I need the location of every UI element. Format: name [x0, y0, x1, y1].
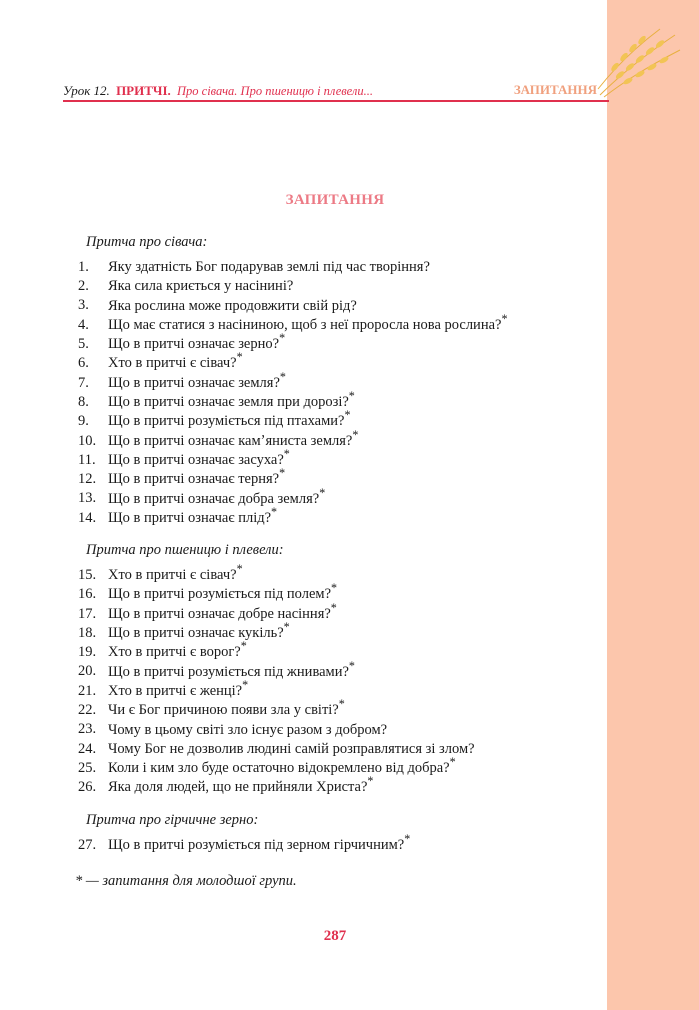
question-item: [78, 387, 598, 410]
question-text: Що в притчі означає камʼяниста земля?: [108, 432, 353, 449]
question-item: [78, 484, 598, 507]
section-title: Притча про гірчичне зерно:: [86, 811, 259, 828]
question-number: 15.: [78, 566, 97, 583]
question-mark: *: [271, 504, 278, 519]
side-color-band: [607, 0, 699, 1010]
question-mark: *: [330, 600, 337, 615]
question-number: 13.: [78, 490, 97, 507]
footnote: * — запитання для молодшої групи.: [75, 873, 297, 889]
question-number: 5.: [78, 336, 89, 353]
question-mark: *: [404, 831, 411, 846]
question-item: [78, 715, 598, 738]
header-title: ПРИТЧІ.: [116, 83, 171, 98]
question-number: 18.: [78, 624, 97, 641]
question-text: Яку здатність Бог подарував землі під час творіння?: [108, 258, 430, 275]
question-item: [78, 406, 598, 430]
question-item: [78, 753, 598, 776]
question-text: Що в притчі розуміється під птахами?: [108, 413, 345, 430]
question-text: Що в притчі означає зерно?: [108, 336, 280, 353]
question-mark: *: [240, 639, 247, 654]
question-item: [78, 579, 598, 603]
question-item: [78, 329, 598, 353]
question-number: 17.: [78, 605, 97, 622]
question-text: Яка доля людей, що не прийняли Христа?: [108, 779, 368, 796]
header-rule: [63, 100, 609, 102]
question-mark: *: [344, 408, 351, 423]
question-mark: *: [367, 774, 374, 789]
question-item: [78, 426, 598, 449]
question-text: Яка сила криється у насінині?: [108, 278, 294, 295]
section-title: Притча про сівача:: [86, 234, 208, 250]
question-text: Що в притчі розуміється під полем?: [108, 586, 332, 603]
question-item: [78, 734, 598, 757]
question-text: Що має статися з насіниною, щоб з неї проросла нова рослина?: [108, 316, 502, 333]
question-text: Що в притчі розуміється під жнивами?: [108, 663, 349, 680]
question-number: 22.: [78, 702, 97, 719]
question-item: [78, 445, 598, 468]
question-number: 21.: [78, 682, 97, 699]
question-mark: *: [242, 677, 249, 692]
page-title: ЗАПИТАННЯ: [285, 192, 385, 208]
question-number: 12.: [78, 471, 97, 488]
header-lesson: Урок 12.: [63, 83, 110, 98]
question-item: [78, 830, 598, 853]
question-number: 16.: [78, 586, 97, 603]
question-item: [78, 657, 598, 680]
question-number: 14.: [78, 509, 97, 526]
question-number: 7.: [78, 374, 89, 391]
question-text: Коли і ким зло буде остаточно відокремлено від добра?: [108, 759, 450, 776]
question-number: 2.: [78, 278, 89, 295]
question-number: 19.: [78, 644, 97, 661]
question-mark: *: [236, 350, 243, 365]
question-item: [78, 348, 598, 372]
question-text: Хто в притчі є ворог?: [108, 644, 241, 661]
question-number: 10.: [78, 432, 97, 449]
question-text: Що в притчі означає плід?: [108, 509, 272, 526]
question-mark: *: [331, 581, 338, 596]
question-mark: *: [338, 697, 345, 712]
question-mark: *: [348, 389, 355, 404]
question-mark: *: [279, 369, 286, 384]
question-text: Що в притчі означає засуха?: [108, 451, 284, 468]
question-text: Чи є Бог причиною появи зла у світі?: [108, 702, 339, 719]
question-text: Що в притчі розуміється під зерном гірчичним?: [108, 836, 405, 853]
question-item: [78, 368, 598, 391]
question-item: [78, 252, 598, 275]
question-number: 26.: [78, 779, 97, 796]
question-number: 25.: [78, 759, 97, 776]
question-mark: *: [501, 311, 508, 326]
question-number: 23.: [78, 721, 97, 738]
question-mark: *: [319, 485, 326, 500]
question-number: 8.: [78, 393, 89, 410]
question-mark: *: [449, 755, 456, 770]
question-number: 3.: [78, 297, 89, 314]
question-item: [78, 464, 598, 488]
question-item: [78, 676, 598, 699]
header-left: [63, 83, 373, 99]
header-subtitle: Про сівача. Про пшеницю і плевели...: [177, 84, 373, 98]
question-text: Що в притчі означає кукіль?: [108, 624, 284, 641]
question-item: [78, 772, 598, 796]
questions-list: [78, 232, 598, 853]
question-text: Що в притчі означає земля при дорозі?: [108, 393, 349, 410]
question-item: [78, 271, 598, 295]
header-section: ЗАПИТАННЯ: [513, 82, 597, 97]
question-mark: *: [283, 446, 290, 461]
question-text: Що в притчі означає земля?: [108, 374, 280, 391]
question-number: 24.: [78, 740, 97, 757]
question-number: 9.: [78, 413, 89, 430]
question-mark: *: [283, 620, 290, 635]
question-number: 27.: [78, 836, 97, 853]
question-text: Що в притчі означає добра земля?: [108, 490, 320, 507]
question-mark: *: [352, 427, 359, 442]
question-item: [78, 599, 598, 622]
question-text: Хто в притчі є женці?: [108, 682, 243, 699]
question-item: [78, 695, 598, 719]
question-item: [78, 560, 598, 583]
page-number: 287: [323, 928, 347, 944]
question-mark: *: [279, 331, 286, 346]
question-item: [78, 291, 598, 314]
question-number: 1.: [78, 258, 89, 275]
question-item: [78, 310, 598, 333]
question-text: Хто в притчі є сівач?: [108, 566, 237, 583]
section-title: Притча про пшеницю і плевели:: [86, 542, 284, 559]
question-text: Чому в цьому світі зло існує разом з добром?: [108, 721, 388, 738]
question-mark: *: [236, 562, 243, 577]
question-item: [78, 618, 598, 641]
question-number: 20.: [78, 663, 97, 680]
running-header: [63, 80, 607, 102]
question-number: 6.: [78, 355, 89, 372]
question-item: [78, 637, 598, 661]
question-item: [78, 503, 598, 526]
question-mark: *: [279, 466, 286, 481]
question-text: Чому Бог не дозволив людині самій розправлятися зі злом?: [108, 740, 475, 757]
question-text: Що в притчі означає добре насіння?: [108, 605, 331, 622]
question-text: Хто в притчі є сівач?: [108, 355, 237, 372]
question-text: Що в притчі означає терня?: [108, 471, 280, 488]
question-number: 11.: [78, 451, 96, 468]
question-number: 4.: [78, 316, 89, 333]
question-text: Яка рослина може продовжити свій рід?: [108, 297, 357, 314]
question-mark: *: [348, 658, 355, 673]
